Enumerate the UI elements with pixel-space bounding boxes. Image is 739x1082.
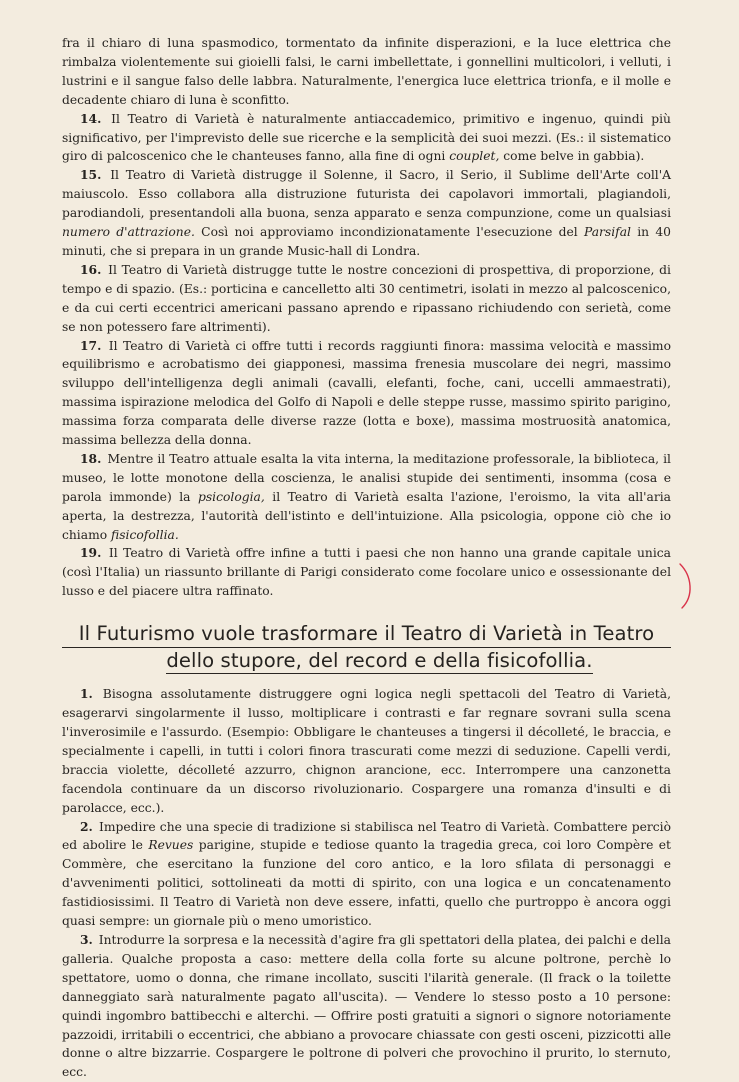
paragraph-16: 16. Il Teatro di Varietà distrugge tutte le nostre concezioni di prospettiva, di proporzione, di tempo e di spazio. (Es.: porticina e cancelletto alti 30 centimetri, isolati in mezzo al palcoscenico, e da cui certi eccentrici americani passano aprendo e ripassano richiudendo con serietà, come se non potessero fare altrimenti). [62,261,671,334]
red-bracket-mark [678,562,696,610]
paragraph-17: 17. Il Teatro di Varietà ci offre tutti i records raggiunti finora: massima velocità e massimo equilibrismo e acrobatismo dei giapponesi, massima frenesia muscolare dei negri, massimo sviluppo dell'intelligenza degli animali (cavalli, elefanti, foche, cani, uccelli ammaestrati), massima ispirazione melodica del Golfo di Napoli e delle steppe russe, massimo spirito parigino, massima forza comparata delle diverse razze (lotta e boxe), massima mostruosità anatomica, massima bellezza della donna. [62,337,671,448]
heading-line-1: Il Futurismo vuole trasformare il Teatro di Varietà in Teatro [62,621,671,648]
paragraph-number: 19. [80,545,102,561]
paragraph-1: 1. Bisogna assolutamente distruggere ogni logica negli spettacoli del Teatro di Varietà, esagerarvi singolarmente il lusso, moltiplicare i contrasti e far regnare sovrani sulla scena l'inverosimile e l'assurdo. (Esempio: Obbligare le chanteuses a tingersi il décolleté, le braccia, e specialmente i capelli, in tutti i colori finora trascurati come mezzi di seduzione. Capelli verdi, braccia violette, décolleté azzurro, chignon arancione, ecc. Interrompere una canzonetta facendola continuare da un discorso rivoluzionario. Cospargere una romanza d'insulti e di parolacce, ecc.). [62,686,671,815]
paragraph-18: 18. Mentre il Teatro attuale esalta la vita interna, la meditazione professorale, la biblioteca, il museo, le lotte monotone della coscienza, le analisi stupide dei sentimenti, insomma (cosa e parola immonde) la psicologia, il Teatro di Varietà esalta l'azione, l'eroismo, la vita all'aria aperta, la destrezza, l'autorità dell'istinto e dell'intuizione. Alla psicologia, oppone ciò che io chiamo fisicofollia. [62,450,672,542]
red-bracket-stroke [680,564,690,608]
paragraph-number: 16. [80,261,102,277]
paragraph-number: 15. [80,167,102,183]
paragraph-number: 17. [80,337,102,353]
paragraph-19: 19. Il Teatro di Varietà offre infine a tutti i paesi che non hanno una grande capitale unica (così l'Italia) un riassunto brillante di Parigi considerato come focolare unico e ossessionante del lusso e del piacere ultra raffinato. [62,545,671,599]
paragraph-number: 1. [80,686,93,702]
intro-paragraph [62,34,671,110]
paragraph-number: 14. [80,110,102,126]
heading-line-2: dello stupore, del record e della fisicofollia. [166,649,593,673]
paragraph-15: 15. Il Teatro di Varietà distrugge il Solenne, il Sacro, il Serio, il Sublime dell'Arte coll'A maiuscolo. Esso collabora alla distruzione futurista dei capolavori immortali, plagiandoli, parodiandoli, presentandoli alla buona, senza apparato e senza compunzione, come un qualsiasi numero d'attrazione. Così noi approviamo incondizionatamente l'esecuzione del Parsifal in 40 minuti, che si prepara in un grande Music-hall di Londra. [62,167,671,258]
intro-text: fra il chiaro di luna spasmodico, tormentato da infinite disperazioni, e la luce elettrica che rimbalza violentemente sui gioielli falsi, le carni imbellettate, i gonnellini multicolori, i velluti, i lustrini e il sangue falso delle labbra. Naturalmente, l'energica luce elettrica trionfa, e il molle e decadente chiaro di luna è sconfitto. [62,36,671,107]
paragraph-2: 2. Impedire che una specie di tradizione si stabilisca nel Teatro di Varietà. Combattere perciò ed abolire le Revues parigine, stupide e tediose quanto la tragedia greca, coi loro Compère et Commère, che esercitano la funzione del coro antico, e la loro sfilata di personaggi e d'avvenimenti politici, sottolineati da motti di spirito, con una logica e un concatenamento fastidiosissimi. Il Teatro di Varietà non deve essere, infatti, quello che purtroppo è ancora oggi quasi sempre: un giornale più o meno umoristico. [62,818,672,929]
paragraph-14: 14. Il Teatro di Varietà è naturalmente antiaccademico, primitivo e ingenuo, quindi più significativo, per l'imprevisto delle sue ricerche e la semplicità dei suoi mezzi. (Es.: il sistematico giro di palcoscenico che le chanteuses fanno, alla fine di ogni couplet, come belve in gabbia). [62,110,671,164]
section-heading [62,621,671,673]
paragraph-number: 2. [80,818,93,834]
paragraph-3: 3. Introdurre la sorpresa e la necessità d'agire fra gli spettatori della platea, dei palchi e della galleria. Qualche proposta a caso: mettere della colla forte su alcune poltrone, perchè lo spettatore, uomo o donna, che rimane incollato, susciti l'ilarità generale. (Il frack o la toilette danneggiato sarà naturalmente pagato all'uscita). — Vendere lo stesso posto a 10 persone: quindi ingombro battibecchi e alterchi. — Offrire posti gratuiti a signori o signore notoriamente pazzoidi, irritabili o eccentrici, che abbiano a provocare chiassate con gesti osceni, pizzicotti alle donne o altre bizzarrie. Cospargere le poltrone di polveri che provochino il prurito, lo sternuto, ecc. [62,931,671,1080]
paragraph-number: 18. [80,450,102,466]
paragraph-number: 3. [80,931,93,947]
